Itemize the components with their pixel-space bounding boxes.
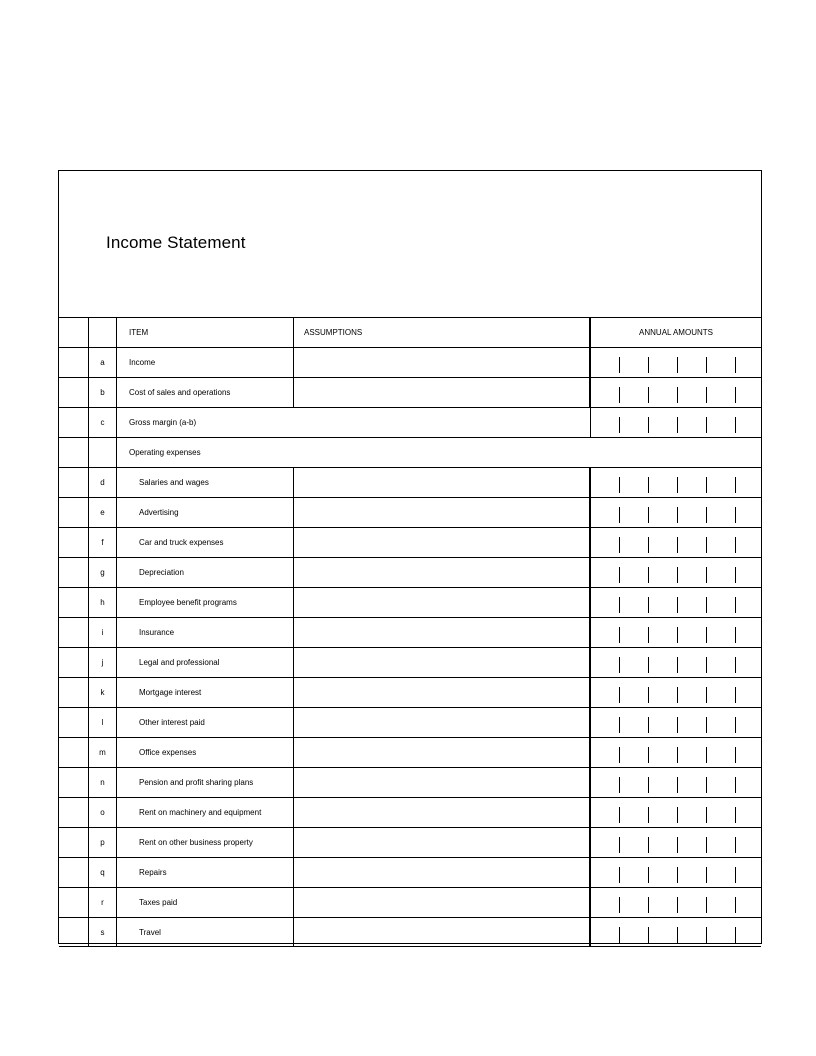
amount-divider — [706, 777, 707, 793]
row-item-label: Advertising — [139, 508, 179, 517]
table-row — [59, 467, 761, 497]
annual-amount-field[interactable] — [590, 648, 761, 677]
row-item-label: Income — [129, 358, 156, 367]
table-row — [59, 557, 761, 587]
row-blank-cell — [59, 768, 89, 797]
row-letter: c — [89, 408, 117, 437]
row-blank-cell — [59, 738, 89, 767]
row-blank-cell — [59, 858, 89, 887]
row-blank-cell — [59, 888, 89, 917]
row-blank-cell — [59, 558, 89, 587]
income-table — [59, 317, 761, 947]
amount-divider — [619, 657, 620, 673]
row-item-label: Depreciation — [139, 568, 184, 577]
assumption-field[interactable] — [293, 558, 590, 587]
annual-amount-field[interactable] — [590, 888, 761, 917]
amount-divider — [619, 627, 620, 643]
amount-divider — [706, 687, 707, 703]
amount-divider — [706, 597, 707, 613]
amount-divider — [677, 477, 678, 493]
amount-divider — [706, 387, 707, 403]
table-row — [59, 917, 761, 947]
amount-divider — [648, 687, 649, 703]
amount-divider — [706, 627, 707, 643]
annual-amount-field[interactable] — [590, 378, 761, 407]
row-blank-cell — [59, 588, 89, 617]
amount-divider — [706, 507, 707, 523]
amount-divider — [619, 477, 620, 493]
amount-divider — [735, 807, 736, 823]
amount-divider — [648, 777, 649, 793]
page-title: Income Statement — [106, 233, 246, 252]
amount-divider — [677, 597, 678, 613]
assumption-field[interactable] — [293, 888, 590, 917]
amount-divider — [619, 537, 620, 553]
row-item-label: Rent on other business property — [139, 838, 253, 847]
annual-amount-field[interactable] — [590, 738, 761, 767]
amount-divider — [735, 657, 736, 673]
amount-divider — [735, 417, 736, 433]
amount-divider — [648, 717, 649, 733]
row-letter: f — [89, 528, 117, 557]
amount-divider — [706, 807, 707, 823]
assumption-field[interactable] — [293, 918, 590, 946]
amount-divider — [735, 867, 736, 883]
row-item-label: Insurance — [139, 628, 175, 637]
annual-amount-field[interactable] — [590, 678, 761, 707]
annual-amount-field[interactable] — [590, 408, 761, 437]
amount-divider — [619, 777, 620, 793]
table-row — [59, 497, 761, 527]
annual-amount-field[interactable] — [590, 498, 761, 527]
row-letter: s — [89, 918, 117, 946]
table-row — [59, 797, 761, 827]
amount-divider — [735, 717, 736, 733]
amount-divider — [677, 897, 678, 913]
amount-divider — [735, 567, 736, 583]
amount-divider — [648, 387, 649, 403]
row-blank-cell — [59, 918, 89, 946]
amount-divider — [677, 837, 678, 853]
amount-divider — [677, 717, 678, 733]
header-annual-amounts: ANNUAL AMOUNTS — [590, 318, 761, 347]
amount-divider — [735, 387, 736, 403]
row-blank-cell — [59, 378, 89, 407]
amount-divider — [648, 657, 649, 673]
amount-divider — [619, 417, 620, 433]
amount-divider — [677, 687, 678, 703]
amount-divider — [648, 627, 649, 643]
row-item-label: Pension and profit sharing plans — [139, 778, 254, 787]
assumption-field[interactable] — [293, 468, 590, 497]
amount-divider — [706, 927, 707, 943]
row-blank-cell — [59, 468, 89, 497]
annual-amount-field[interactable] — [590, 858, 761, 887]
assumption-field[interactable] — [293, 348, 590, 377]
amount-divider — [677, 747, 678, 763]
row-blank-cell — [59, 408, 89, 437]
amount-divider — [677, 657, 678, 673]
assumption-field[interactable] — [293, 648, 590, 677]
amount-divider — [735, 927, 736, 943]
section-label: Operating expenses — [129, 448, 201, 457]
row-blank-cell — [59, 828, 89, 857]
annual-amount-field[interactable] — [590, 708, 761, 737]
table-row — [59, 827, 761, 857]
annual-amount-field[interactable] — [590, 828, 761, 857]
section-header-row — [59, 437, 761, 467]
annual-amount-field[interactable] — [590, 798, 761, 827]
row-item-label: Mortgage interest — [139, 688, 202, 697]
annual-amount-field[interactable] — [590, 468, 761, 497]
amount-divider — [677, 417, 678, 433]
row-letter: g — [89, 558, 117, 587]
amount-divider — [735, 597, 736, 613]
header-assumptions: ASSUMPTIONS — [293, 318, 590, 347]
amount-divider — [735, 747, 736, 763]
table-row — [59, 857, 761, 887]
amount-divider — [735, 897, 736, 913]
row-item-label: Rent on machinery and equipment — [139, 808, 262, 817]
row-letter: m — [89, 738, 117, 767]
table-header-row — [59, 317, 761, 347]
row-letter: n — [89, 768, 117, 797]
amount-divider — [619, 687, 620, 703]
amount-divider — [619, 357, 620, 373]
row-letter: q — [89, 858, 117, 887]
assumption-field[interactable] — [293, 738, 590, 767]
amount-divider — [706, 867, 707, 883]
amount-divider — [619, 597, 620, 613]
row-blank-cell — [59, 708, 89, 737]
amount-divider — [648, 507, 649, 523]
amount-divider — [648, 567, 649, 583]
amount-divider — [677, 567, 678, 583]
table-row — [59, 647, 761, 677]
table-row — [59, 377, 761, 407]
amount-divider — [706, 897, 707, 913]
amount-divider — [735, 357, 736, 373]
header-letter-cell — [89, 318, 117, 347]
assumption-field[interactable] — [293, 378, 590, 407]
annual-amount-field[interactable] — [590, 348, 761, 377]
row-blank-cell — [59, 678, 89, 707]
table-row — [59, 767, 761, 797]
header-item: ITEM — [129, 328, 149, 337]
amount-divider — [648, 807, 649, 823]
row-letter: o — [89, 798, 117, 827]
assumption-field[interactable] — [293, 618, 590, 647]
assumption-field[interactable] — [293, 528, 590, 557]
amount-divider — [706, 477, 707, 493]
row-item-label: Cost of sales and operations — [129, 388, 231, 397]
amount-divider — [648, 927, 649, 943]
amount-divider — [648, 897, 649, 913]
header-blank-cell — [59, 318, 89, 347]
amount-divider — [706, 417, 707, 433]
amount-divider — [677, 867, 678, 883]
row-letter: j — [89, 648, 117, 677]
assumption-field[interactable] — [293, 768, 590, 797]
row-item-label: Travel — [139, 928, 161, 937]
row-blank-cell — [59, 438, 89, 467]
table-row — [59, 737, 761, 767]
assumption-field[interactable] — [293, 708, 590, 737]
amount-divider — [648, 837, 649, 853]
amount-divider — [677, 927, 678, 943]
amount-divider — [619, 897, 620, 913]
annual-amount-field[interactable] — [590, 528, 761, 557]
table-row — [59, 347, 761, 377]
amount-divider — [677, 777, 678, 793]
amount-divider — [677, 537, 678, 553]
amount-divider — [735, 477, 736, 493]
row-blank-cell — [59, 798, 89, 827]
table-row — [59, 407, 761, 437]
amount-divider — [735, 507, 736, 523]
amount-divider — [619, 807, 620, 823]
table-row — [59, 707, 761, 737]
row-item-label: Salaries and wages — [139, 478, 209, 487]
assumption-field[interactable] — [293, 678, 590, 707]
row-letter — [89, 438, 117, 467]
assumption-field[interactable] — [293, 798, 590, 827]
amount-divider — [648, 537, 649, 553]
amount-divider — [735, 837, 736, 853]
amount-divider — [648, 747, 649, 763]
row-item-label: Other interest paid — [139, 718, 205, 727]
row-letter: d — [89, 468, 117, 497]
amount-divider — [677, 357, 678, 373]
table-row — [59, 677, 761, 707]
amount-divider — [619, 837, 620, 853]
amount-divider — [648, 597, 649, 613]
row-item-label: Repairs — [139, 868, 167, 877]
amount-divider — [735, 537, 736, 553]
row-blank-cell — [59, 498, 89, 527]
row-letter: p — [89, 828, 117, 857]
amount-divider — [619, 507, 620, 523]
amount-divider — [706, 657, 707, 673]
amount-divider — [619, 867, 620, 883]
annual-amount-field[interactable] — [590, 918, 761, 946]
amount-divider — [677, 807, 678, 823]
row-blank-cell — [59, 528, 89, 557]
row-blank-cell — [59, 348, 89, 377]
row-letter: e — [89, 498, 117, 527]
annual-amount-field[interactable] — [590, 768, 761, 797]
table-row — [59, 617, 761, 647]
amount-divider — [619, 567, 620, 583]
row-blank-cell — [59, 648, 89, 677]
row-letter: a — [89, 348, 117, 377]
assumption-field[interactable] — [293, 858, 590, 887]
amount-divider — [619, 747, 620, 763]
amount-divider — [619, 717, 620, 733]
table-row — [59, 527, 761, 557]
amount-divider — [677, 627, 678, 643]
amount-divider — [706, 357, 707, 373]
row-letter: r — [89, 888, 117, 917]
row-letter: k — [89, 678, 117, 707]
row-letter: l — [89, 708, 117, 737]
amount-divider — [677, 387, 678, 403]
row-item-label: Car and truck expenses — [139, 538, 224, 547]
row-item-label: Taxes paid — [139, 898, 178, 907]
amount-divider — [706, 567, 707, 583]
row-letter: h — [89, 588, 117, 617]
amount-divider — [706, 747, 707, 763]
annual-amount-field[interactable] — [590, 618, 761, 647]
amount-divider — [706, 537, 707, 553]
income-statement-sheet — [58, 170, 762, 944]
assumption-field[interactable] — [293, 828, 590, 857]
row-item-label: Gross margin (a-b) — [129, 418, 197, 427]
row-item-label: Legal and professional — [139, 658, 220, 667]
amount-divider — [706, 837, 707, 853]
amount-divider — [648, 477, 649, 493]
amount-divider — [648, 417, 649, 433]
assumption-field[interactable] — [293, 498, 590, 527]
assumption-field[interactable] — [293, 588, 590, 617]
amount-divider — [648, 867, 649, 883]
amount-divider — [706, 717, 707, 733]
row-letter: i — [89, 618, 117, 647]
annual-amount-field[interactable] — [590, 588, 761, 617]
amount-divider — [735, 627, 736, 643]
row-blank-cell — [59, 618, 89, 647]
table-row — [59, 887, 761, 917]
amount-divider — [677, 507, 678, 523]
row-letter: b — [89, 378, 117, 407]
amount-divider — [735, 687, 736, 703]
amount-divider — [648, 357, 649, 373]
amount-divider — [619, 387, 620, 403]
row-item-label: Employee benefit programs — [139, 598, 237, 607]
table-row — [59, 587, 761, 617]
row-item-label: Office expenses — [139, 748, 197, 757]
amount-divider — [619, 927, 620, 943]
annual-amount-field[interactable] — [590, 558, 761, 587]
amount-divider — [735, 777, 736, 793]
